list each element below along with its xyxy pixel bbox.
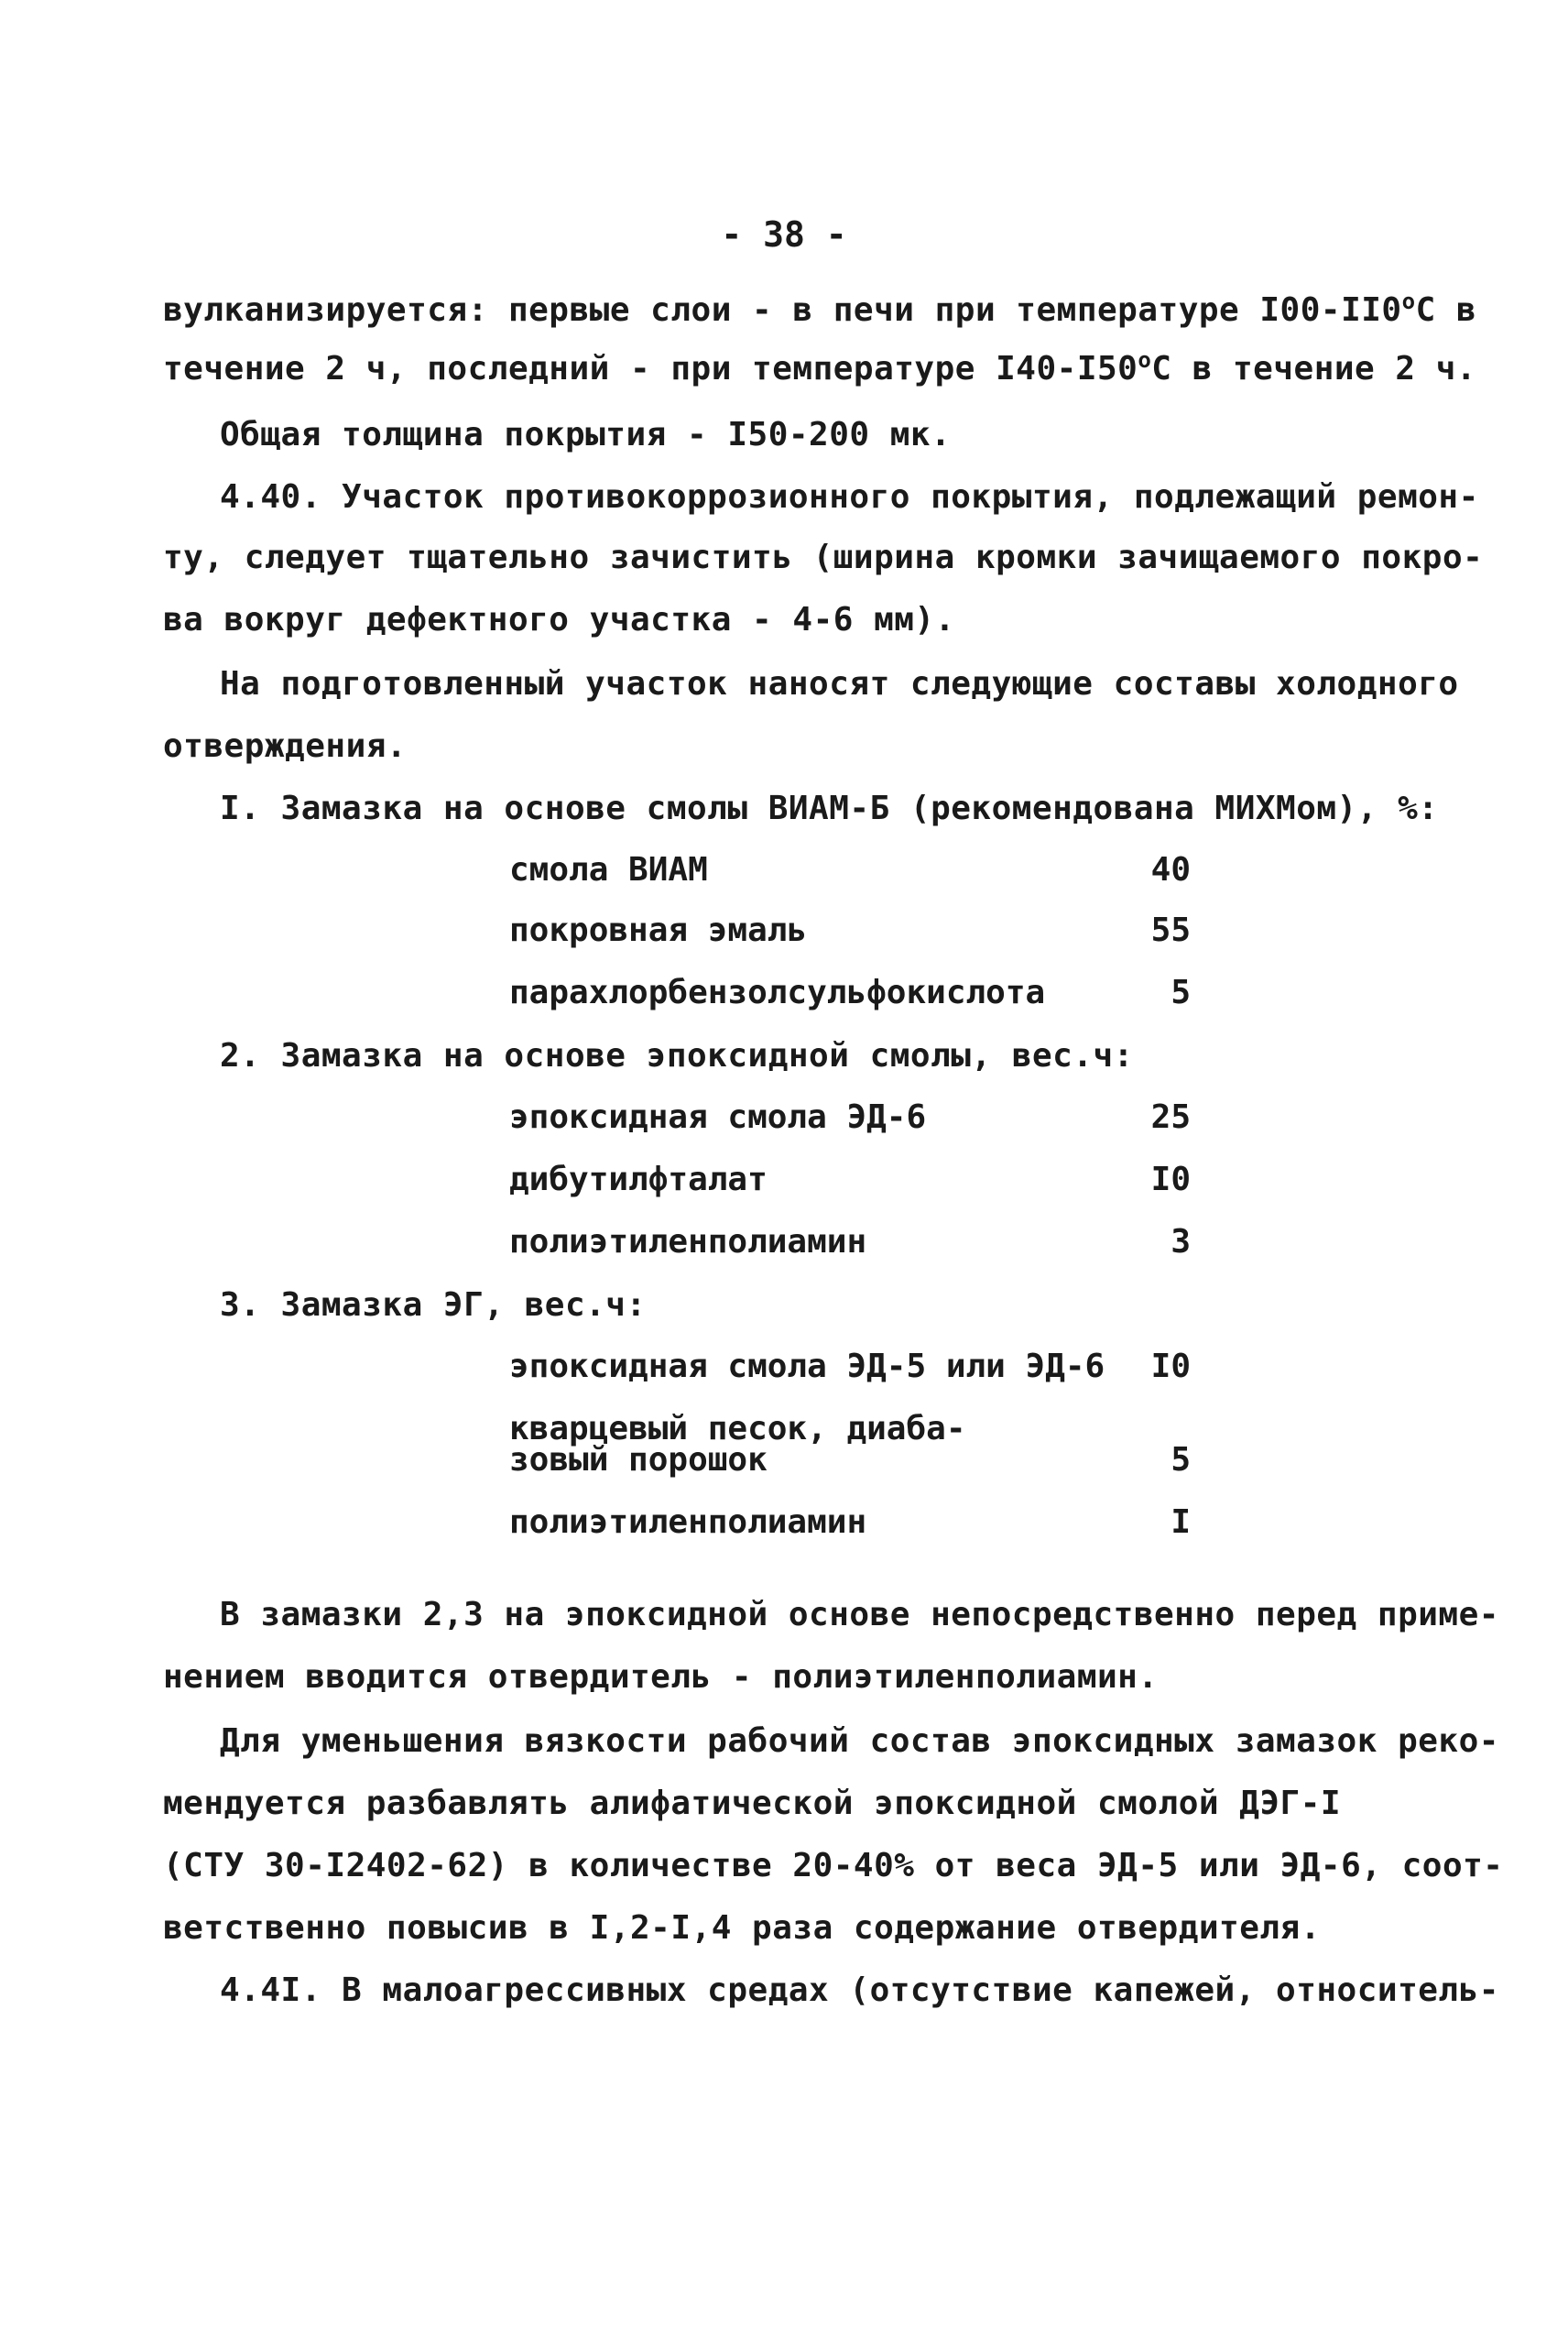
text-line: На подготовленный участок наносят следующие составы холодного (220, 665, 1459, 703)
list-heading: I. Замазка на основе смолы ВИАМ-Б (рекомендована МИХМом), %: (220, 790, 1439, 827)
text-line: (СТУ 30-I2402-62) в количестве 20-40% от веса ЭД-5 или ЭД-6, соот- (163, 1847, 1504, 1884)
table-cell-value: 3 (1171, 1223, 1191, 1261)
text-line: Общая толщина покрытия - I50-200 мк. (220, 416, 952, 453)
text-line: 4.4I. В малоагрессивных средах (отсутствие капежей, относитель- (220, 1971, 1499, 2009)
list-heading: 2. Замазка на основе эпоксидной смолы, вес.ч: (220, 1037, 1134, 1075)
table-cell-name: зовый порошок (509, 1441, 768, 1479)
text-line: ва вокруг дефектного участка - 4-6 мм). (163, 601, 955, 639)
text-line: 4.40. Участок противокоррозионного покрытия, подлежащий ремон- (220, 478, 1479, 516)
page-number: - 38 - (721, 214, 847, 255)
text-line: отверждения. (163, 727, 408, 765)
text-line: ту, следует тщательно зачистить (ширина кромки зачищаемого покро- (163, 539, 1484, 576)
table-cell-name: полиэтиленполиамин (509, 1223, 867, 1261)
text-line: ветственно повысив в I,2-I,4 раза содержание отвердителя. (163, 1909, 1321, 1947)
table-cell-value: 40 (1150, 851, 1191, 889)
text-line: мендуется разбавлять алифатической эпоксидной смолой ДЭГ-I (163, 1785, 1342, 1822)
table-cell-value: I (1171, 1503, 1191, 1541)
text-line: Для уменьшения вязкости рабочий состав эпоксидных замазок реко- (220, 1722, 1499, 1760)
list-heading: 3. Замазка ЭГ, вес.ч: (220, 1286, 647, 1324)
text-line: вулканизируется: первые слои - в печи при температуре $I00-II0^оС$ в (163, 289, 1477, 329)
table-cell-name: эпоксидная смола ЭД-5 или ЭД-6 (509, 1348, 1105, 1385)
text-line: нением вводится отвердитель - полиэтиленполиамин. (163, 1658, 1159, 1696)
table-cell-name: парахлорбензолсульфокислота (509, 974, 1046, 1011)
table-cell-value: 5 (1171, 1441, 1191, 1479)
table-cell-name: покровная эмаль (509, 912, 808, 949)
table-cell-name: смола ВИАМ (509, 851, 708, 889)
table-cell-value: I0 (1150, 1348, 1191, 1385)
table-cell-value: 5 (1171, 974, 1191, 1011)
table-cell-value: 25 (1150, 1098, 1191, 1136)
table-cell-name: дибутилфталат (509, 1161, 768, 1198)
table-cell-name: полиэтиленполиамин (509, 1503, 867, 1541)
text-line: течение 2 ч, последний - при температуре $I40-I50^оС$ в течение 2 ч. (163, 347, 1477, 388)
table-cell-value: 55 (1150, 912, 1191, 949)
table-cell-name: эпоксидная смола ЭД-6 (509, 1098, 927, 1136)
table-cell-value: I0 (1150, 1161, 1191, 1198)
text-line: В замазки 2,3 на эпоксидной основе непосредственно перед приме- (220, 1596, 1499, 1633)
table-cell-name: кварцевый песок, диаба- (509, 1410, 966, 1447)
